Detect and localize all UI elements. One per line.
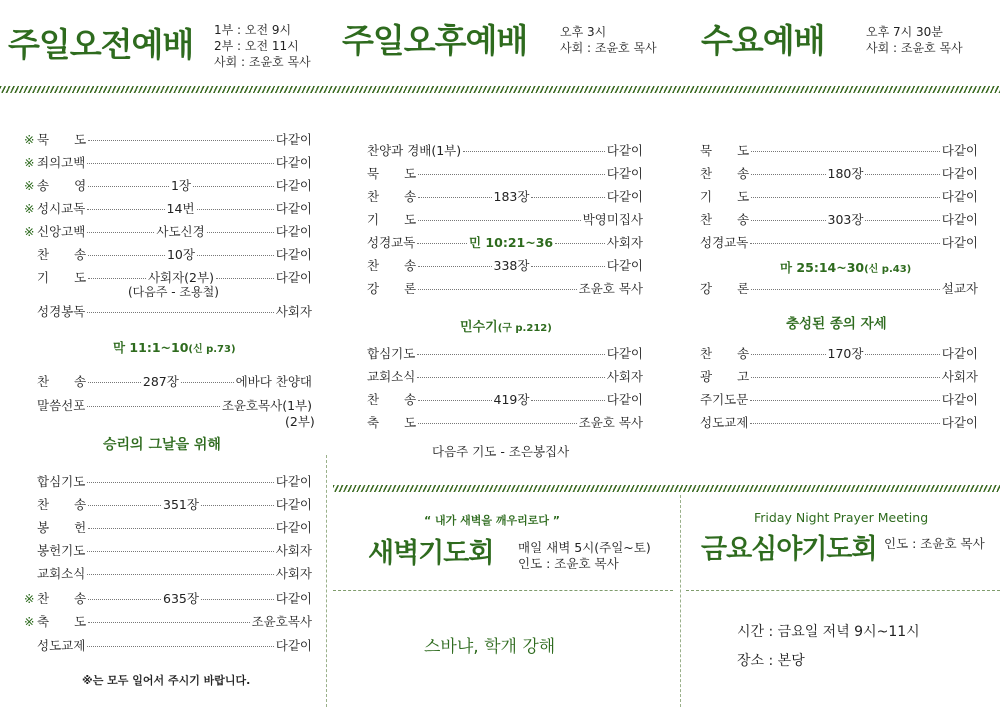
wednesday-info-line: 사회 : 조윤호 목사 [866, 41, 963, 55]
order-detail: 1장 [170, 178, 191, 193]
box-divider [680, 495, 681, 707]
order-row [24, 199, 312, 217]
dot-leader [87, 312, 273, 313]
dot-leader [531, 197, 604, 198]
order-value: 다같이 [606, 258, 644, 273]
order-label: 봉 헌 [37, 520, 87, 535]
scripture-page: (신 p.73) [188, 344, 236, 355]
order-row [367, 233, 643, 251]
order-label: 광 고 [700, 369, 750, 384]
dot-leader [87, 163, 273, 164]
order-value: 다같이 [941, 189, 978, 204]
order-label: 성경봉독 [37, 304, 86, 319]
dot-leader [197, 209, 274, 210]
dot-leader [751, 174, 825, 175]
dot-leader [87, 551, 273, 552]
order-row [700, 279, 978, 297]
order-label: 주기도문 [700, 392, 749, 407]
order-row [24, 589, 312, 607]
dot-leader [88, 140, 274, 141]
order-label: 성도교제 [700, 415, 749, 430]
dot-leader [87, 406, 220, 407]
order-detail: 사도신경 [156, 224, 205, 239]
order-value: 다같이 [941, 143, 978, 158]
order-label: 찬 송 [700, 212, 750, 227]
order-row [24, 518, 312, 536]
order-value: 사회자 [606, 369, 643, 384]
order-label: 묵 도 [37, 132, 87, 147]
order-value: 다같이 [606, 143, 643, 158]
dot-leader [88, 382, 141, 383]
order-value: 에바다 찬양대 [235, 374, 312, 389]
dot-leader [418, 400, 491, 401]
dot-leader [207, 232, 274, 233]
order-row [367, 187, 643, 205]
order-value: 다같이 [275, 201, 312, 216]
dot-leader [88, 622, 249, 623]
order-value: 사회자 [941, 369, 978, 384]
order-detail: 287장 [142, 374, 179, 389]
afternoon-info-line: 오후 3시 [560, 25, 607, 39]
order-row [24, 472, 312, 490]
dot-leader [87, 646, 273, 647]
order-label: 찬 송 [700, 346, 750, 361]
dot-leader [216, 278, 274, 279]
order-label: 찬양과 경배(1부) [367, 143, 462, 158]
order-label: 찬 송 [37, 247, 87, 262]
sermon-title: 승리의 그날을 위해 [103, 437, 221, 453]
dot-leader [87, 232, 154, 233]
order-row [367, 279, 643, 297]
order-row [37, 396, 312, 414]
order-detail: 303장 [827, 212, 864, 227]
lower-divider [333, 485, 1000, 492]
scripture-verse: 막 11:1~10 [113, 340, 189, 355]
column-divider [326, 455, 327, 707]
order-detail: 338장 [493, 258, 530, 273]
order-value: 다같이 [606, 392, 644, 407]
order-row [24, 222, 312, 240]
header-divider [0, 86, 1000, 93]
dawn-box-divider [333, 590, 673, 591]
order-row [700, 164, 978, 182]
order-row [367, 344, 643, 362]
order-label: 기 도 [37, 270, 87, 285]
dot-leader [181, 382, 234, 383]
order-detail: 180장 [827, 166, 864, 181]
stand-mark: ※ [24, 155, 35, 170]
order-value: 다같이 [275, 497, 313, 512]
order-label: 축 도 [37, 614, 87, 629]
dot-leader [418, 174, 605, 175]
order-value: 다같이 [275, 132, 312, 147]
order-value: 다같이 [275, 474, 312, 489]
dot-leader [201, 599, 274, 600]
order-value: 다같이 [275, 247, 312, 262]
order-label: 찬 송 [37, 374, 87, 389]
dot-leader [88, 278, 146, 279]
order-row [700, 390, 978, 408]
order-row [700, 344, 978, 362]
order-value: 다같이 [941, 415, 978, 430]
order-row [700, 141, 978, 159]
order-label: 묵 도 [700, 143, 750, 158]
dot-leader [463, 151, 605, 152]
dot-leader [750, 400, 939, 401]
order-row [24, 130, 312, 148]
stand-mark: ※ [24, 201, 35, 216]
stand-mark: ※ [24, 178, 35, 193]
dot-leader [87, 209, 164, 210]
order-row [367, 256, 643, 274]
order-detail: 10장 [166, 247, 195, 262]
friday-prayer-title: 금요심야기도회 [701, 534, 877, 565]
dot-leader [418, 289, 576, 290]
order-value: 다같이 [606, 346, 643, 361]
scripture-page: (신 p.43) [864, 264, 912, 275]
order-row [367, 367, 643, 385]
order-row [367, 141, 643, 159]
order-value: 다같이 [275, 638, 312, 653]
sermon-series-page: (구 p.212) [497, 323, 552, 334]
order-value: 다같이 [275, 155, 312, 170]
order-value: 다같이 [275, 591, 313, 606]
dawn-prayer-info [518, 540, 651, 572]
order-label: 찬 송 [700, 166, 750, 181]
order-value: 사회자 [275, 304, 312, 319]
order-row [24, 176, 312, 194]
wednesday-service-title: 수요예배 [701, 21, 825, 60]
order-label: 송 영 [37, 178, 87, 193]
scripture-reference [780, 258, 911, 276]
stand-mark: ※ [24, 224, 35, 239]
order-row [24, 541, 312, 559]
dot-leader [531, 400, 604, 401]
order-label: 강 론 [700, 281, 750, 296]
dot-leader [865, 220, 939, 221]
order-detail: 183장 [493, 189, 530, 204]
dot-leader [531, 266, 604, 267]
order-row [24, 636, 312, 654]
order-detail: 351장 [163, 497, 199, 512]
order-label: 묵 도 [367, 166, 417, 181]
order-label: 합심기도 [37, 474, 86, 489]
dot-leader [418, 197, 491, 198]
dot-leader [88, 528, 274, 529]
order-row [367, 390, 643, 408]
stand-mark: ※ [24, 614, 35, 629]
order-label: 성경교독 [700, 235, 749, 250]
morning-info-line: 사회 : 조윤호 목사 [214, 55, 311, 69]
friday-prayer-place: 장소 : 본당 [737, 653, 805, 669]
dot-leader [417, 377, 604, 378]
dot-leader [751, 220, 825, 221]
order-label: 합심기도 [367, 346, 416, 361]
dot-leader [87, 482, 273, 483]
order-label: 강 론 [367, 281, 417, 296]
order-label: 축 도 [367, 415, 417, 430]
order-label: 교회소식 [37, 566, 86, 581]
order-value: 다같이 [275, 270, 312, 285]
dot-leader [751, 197, 940, 198]
friday-prayer-leader: 인도 : 조윤호 목사 [884, 536, 985, 551]
dot-leader [555, 243, 605, 244]
order-detail: 635장 [163, 591, 199, 606]
dot-leader [417, 354, 604, 355]
friday-english-title: Friday Night Prayer Meeting [754, 510, 929, 525]
order-value: 설교자 [941, 281, 978, 296]
order-label: 찬 송 [367, 189, 417, 204]
morning-info-line: 1부 : 오전 9시 [214, 23, 292, 37]
order-value: 다같이 [275, 520, 312, 535]
scripture-verse: 마 25:14~30 [780, 260, 865, 275]
wednesday-info-line: 오후 7시 30분 [866, 25, 943, 39]
stand-mark: ※ [24, 132, 35, 147]
dot-leader [88, 599, 161, 600]
order-label: 교회소식 [367, 369, 416, 384]
order-row [24, 495, 312, 513]
order-row [37, 372, 312, 390]
afternoon-info-line: 사회 : 조윤호 목사 [560, 41, 657, 55]
standing-footnote: ※는 모두 일어서 주시기 바랍니다. [82, 674, 251, 687]
dawn-prayer-quote: “ 내가 새벽을 깨우리로다 ” [424, 514, 561, 527]
order-value: 박영미집사 [582, 212, 643, 227]
dot-leader [417, 243, 467, 244]
order-value: 조윤호목사 [251, 614, 312, 629]
dot-leader [751, 354, 825, 355]
dot-leader [865, 354, 939, 355]
order-label: 찬 송 [367, 392, 417, 407]
order-value: 다같이 [606, 166, 643, 181]
order-value: 조윤호 목사 [578, 415, 643, 430]
sermon-series-title [460, 316, 552, 335]
order-label: 찬 송 [37, 497, 87, 512]
order-value: 다같이 [941, 235, 978, 250]
order-row [700, 413, 978, 431]
order-detail: 14번 [166, 201, 195, 216]
order-label: 신앙고백 [37, 224, 86, 239]
order-row [700, 210, 978, 228]
dot-leader [865, 174, 939, 175]
order-row [700, 367, 978, 385]
order-detail: 사회자(2부) [147, 270, 214, 285]
order-detail: 민 10:21~36 [469, 235, 554, 250]
order-row [700, 233, 978, 251]
stand-mark: ※ [24, 591, 35, 606]
order-value: 다같이 [941, 392, 978, 407]
order-value: 다같이 [941, 346, 979, 361]
dot-leader [418, 266, 491, 267]
dawn-prayer-line: 인도 : 조윤호 목사 [518, 556, 619, 571]
order-value: 사회자 [275, 543, 312, 558]
morning-service-title: 주일오전예배 [8, 25, 194, 64]
dawn-prayer-topic: 스바냐, 학개 강해 [424, 637, 556, 657]
wednesday-service-info [866, 24, 963, 56]
sermon-second-service: (2부) [285, 414, 315, 429]
order-detail: 419장 [493, 392, 530, 407]
dot-leader [88, 505, 161, 506]
order-value: 사회자 [275, 566, 312, 581]
order-value: 다같이 [941, 166, 979, 181]
order-value: 다같이 [941, 212, 979, 227]
dawn-prayer-line: 매일 새벽 5시(주일~토) [518, 540, 651, 555]
dawn-prayer-title: 새벽기도회 [368, 538, 494, 569]
morning-service-info [214, 22, 311, 70]
sermon-title: 충성된 종의 자세 [786, 316, 887, 332]
order-row [367, 164, 643, 182]
dot-leader [751, 151, 940, 152]
dot-leader [751, 377, 940, 378]
dot-leader [201, 505, 274, 506]
morning-info-line: 2부 : 오전 11시 [214, 39, 299, 53]
order-label: 성시교독 [37, 201, 86, 216]
order-row [24, 564, 312, 582]
dot-leader [197, 255, 274, 256]
sermon-series-name: 민수기 [460, 320, 498, 335]
afternoon-service-info [560, 24, 657, 56]
dot-leader [418, 423, 576, 424]
afternoon-service-title: 주일오후예배 [342, 21, 528, 60]
order-label: 찬 송 [37, 591, 87, 606]
next-week-prayer: 다음주 기도 - 조은봉집사 [432, 444, 570, 459]
order-label: 봉헌기도 [37, 543, 86, 558]
order-label: 찬 송 [367, 258, 417, 273]
order-label: 기 도 [367, 212, 417, 227]
order-label: 말씀선포 [37, 398, 86, 413]
order-row [367, 413, 643, 431]
order-value: 조윤호 목사 [578, 281, 643, 296]
order-label: 성도교제 [37, 638, 86, 653]
order-value: 다같이 [275, 178, 313, 193]
scripture-reference [113, 338, 236, 356]
friday-prayer-time: 시간 : 금요일 저녁 9시~11시 [737, 624, 920, 640]
order-value: 조윤호목사(1부) [221, 398, 312, 413]
order-value: 다같이 [275, 224, 313, 239]
order-label: 성경교독 [367, 235, 416, 250]
order-row [37, 302, 312, 320]
order-row [24, 612, 312, 630]
dot-leader [88, 186, 169, 187]
next-week-prayer: (다음주 - 조용철) [128, 285, 219, 299]
dot-leader [750, 423, 939, 424]
dot-leader [750, 243, 939, 244]
friday-box-divider [686, 590, 1000, 591]
order-row [24, 153, 312, 171]
dot-leader [87, 574, 273, 575]
order-row [367, 210, 643, 228]
dot-leader [751, 289, 940, 290]
order-label: 기 도 [700, 189, 750, 204]
order-detail: 170장 [827, 346, 864, 361]
order-label: 죄의고백 [37, 155, 86, 170]
order-value: 다같이 [606, 189, 644, 204]
dot-leader [88, 255, 165, 256]
order-row [24, 245, 312, 263]
order-row [700, 187, 978, 205]
dot-leader [193, 186, 274, 187]
order-value: 사회자 [606, 235, 644, 250]
dot-leader [418, 220, 580, 221]
